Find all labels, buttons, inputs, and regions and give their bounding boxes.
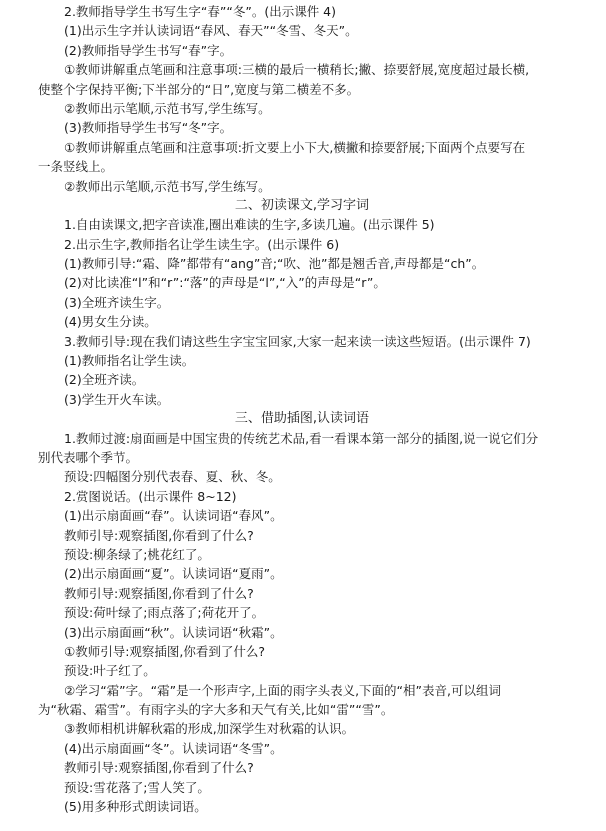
text-line: (2)全班齐读。	[64, 372, 145, 388]
text-line: (3)出示扇面画“秋”。认读词语“秋霜”。	[64, 624, 283, 640]
text-line: (4)男女生分读。	[64, 314, 157, 330]
text-line: 为“秋霜、霜雪”。有雨字头的字大多和天气有关,比如“雷”“雪”。	[38, 702, 394, 718]
text-line: (2)教师指导学生书写“春”字。	[64, 42, 233, 58]
text-line: 预设:叶子红了。	[64, 663, 156, 679]
text-line: 2.教师指导学生书写生字“春”“冬”。(出示课件 4)	[64, 4, 337, 19]
text-line: 使整个字保持平衡;下半部分的“日”,宽度与第二横差不多。	[38, 81, 360, 97]
text-line: (1)教师引导:“霜、降”都带有“ang”音;“吹、池”都是翘舌音,声母都是“ch”。	[64, 256, 485, 272]
text-line: ③教师相机讲解秋霜的形成,加深学生对秋霜的认识。	[64, 721, 355, 737]
document-body	[38, 2, 562, 816]
text-line: ①教师讲解重点笔画和注意事项:三横的最后一横稍长;撇、捺要舒展,宽度超过最长横,	[64, 62, 530, 78]
text-line: 3.教师引导:现在我们请这些生字宝宝回家,大家一起来读一读这些短语。(出示课件 7)	[64, 333, 531, 349]
text-line: 别代表哪个季节。	[38, 449, 139, 465]
text-line: 预设:柳条绿了;桃花红了。	[64, 546, 210, 562]
text-line: (1)教师指名让学生读。	[64, 353, 195, 369]
text-line: 预设:雪花落了;雪人笑了。	[64, 779, 210, 795]
text-line: ①教师讲解重点笔画和注意事项:折文要上小下大,横撇和捺要舒展;下面两个点要写在	[64, 139, 526, 155]
text-line: (2)出示扇面画“夏”。认读词语“夏雨”。	[64, 566, 283, 582]
text-line: (1)出示生字并认读词语“春风、春天”“冬雪、冬天”。	[64, 23, 358, 39]
text-line: ②教师出示笔顺,示范书写,学生练写。	[64, 100, 271, 116]
text-line: (5)用多种形式朗读词语。	[64, 799, 207, 815]
text-line: 2.出示生字,教师指名让学生读生字。(出示课件 6)	[64, 236, 340, 252]
text-line: 教师引导:观察插图,你看到了什么?	[64, 585, 254, 601]
section-heading: 二、初读课文,学习字词	[234, 197, 370, 213]
text-line: 教师引导:观察插图,你看到了什么?	[64, 527, 254, 543]
text-line: (4)出示扇面画“冬”。认读词语“冬雪”。	[64, 740, 283, 756]
section-heading: 三、借助插图,认读词语	[234, 411, 370, 427]
text-line: 2.赏图说话。(出示课件 8~12)	[64, 488, 237, 504]
text-line: (3)教师指导学生书写“冬”字。	[64, 120, 233, 136]
text-line: (3)全班齐读生字。	[64, 294, 170, 310]
text-line: ②学习“霜”字。“霜”是一个形声字,上面的雨字头表义,下面的“相”表音,可以组词	[64, 682, 501, 698]
text-line: (1)出示扇面画“春”。认读词语“春风”。	[64, 508, 283, 524]
text-line: 预设:荷叶绿了;雨点落了;荷花开了。	[64, 605, 265, 621]
text-line: 预设:四幅图分别代表春、夏、秋、冬。	[64, 469, 281, 485]
text-line: ②教师出示笔顺,示范书写,学生练写。	[64, 178, 271, 194]
text-line: (3)学生开火车读。	[64, 391, 170, 407]
text-line: ①教师引导:观察插图,你看到了什么?	[64, 643, 266, 659]
text-line: (2)对比读准“l”和“r”:“落”的声母是“l”,“入”的声母是“r”。	[64, 275, 386, 291]
text-line: 1.自由读课文,把字音读准,圈出难读的生字,多读几遍。(出示课件 5)	[64, 217, 435, 233]
text-line: 教师引导:观察插图,你看到了什么?	[64, 760, 254, 776]
text-line: 1.教师过渡:扇面画是中国宝贵的传统艺术品,看一看课本第一部分的插图,说一说它们分	[64, 430, 539, 446]
text-line: 一条竖线上。	[38, 159, 114, 175]
